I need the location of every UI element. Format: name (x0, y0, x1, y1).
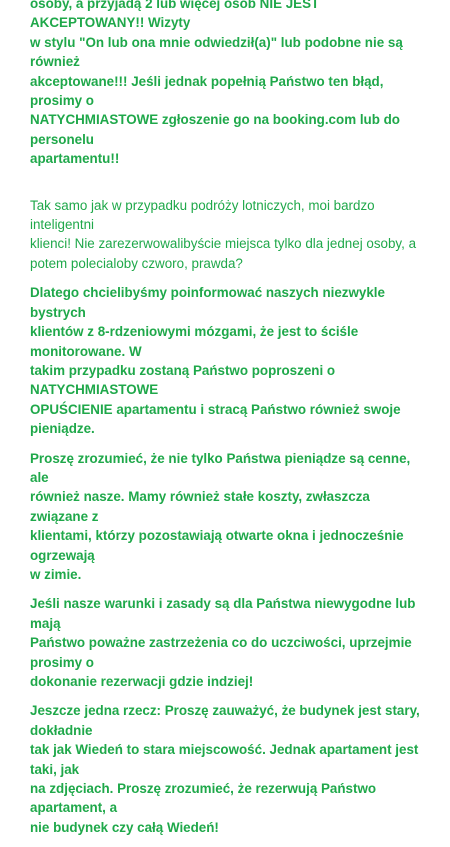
text-line: w zimie. (30, 566, 82, 582)
text-line: Proszę zrozumieć, że nie tylko Państwa pieniądze są cenne, ale (30, 450, 411, 485)
text-line: Tak samo jak w przypadku podróży lotniczych, moi bardzo inteligentni (30, 197, 375, 233)
text-line: klienci! Nie zarezerwowalibyście miejsca tylko dla jednej osoby, a (30, 236, 417, 252)
text-line: w stylu "On lub ona mnie odwiedził(a)" lub podobne nie są również (30, 34, 403, 70)
text-line: na zdjęciach. Proszę zrozumieć, że rezerwują Państwo apartament, a (30, 781, 377, 816)
text-line: potem polecialoby czworo, prawda? (30, 255, 243, 271)
text-line: Jeszcze jedna rzecz: Proszę zauważyć, że budynek jest stary, dokładnie (30, 703, 420, 738)
text-line: Jeśli nasze warunki i zasady są dla Państwa niewygodne lub mają (30, 596, 416, 631)
text-line: akceptowane!!! Jeśli jednak popełnią Państwo ten błąd, prosimy o (30, 73, 384, 109)
text-line: NATYCHMIASTOWE zgłoszenie go na booking.com lub do personelu (30, 112, 400, 147)
text-line: dokonanie rezerwacji gdzie indziej! (30, 674, 254, 689)
text-line: osoby, a przyjadą 2 lub więcej osób NIE JEST AKCEPTOWANY!! Wizyty (30, 0, 320, 31)
paragraph-costs (30, 449, 422, 585)
paragraph-book-elsewhere (30, 594, 422, 691)
text-line: nie budynek czy całą Wiedeń! (30, 819, 219, 835)
paragraph-monitoring-notice (30, 283, 422, 438)
text-line: klientami, którzy pozostawiają otwarte okna i jednocześnie ogrzewają (30, 528, 404, 563)
text-line: OPUŚCIENIE apartamentu i stracą Państwo również swoje pieniądze. (30, 401, 401, 437)
text-line: apartamentu!! (30, 151, 120, 167)
text-line: Dlatego chcielibyśmy poinformować naszych niezwykle bystrych (30, 285, 385, 320)
text-line: Państwo poważne zastrzeżenia co do uczciwości, uprzejmie prosimy o (30, 635, 412, 670)
text-line: również nasze. Mamy również stałe koszty, zwłaszcza związane z (30, 489, 370, 524)
text-line: takim przypadku zostaną Państwo poproszeni o NATYCHMIASTOWE (30, 362, 336, 398)
paragraph-group-limit-notice (30, 0, 422, 169)
text-line: tak jak Wiedeń to stara miejscowość. Jednak apartament jest taki, jak (30, 742, 419, 777)
text-line: klientów z 8-rdzeniowymi mózgami, że jest to ściśle monitorowane. W (30, 324, 359, 359)
paragraph-airline-comparison (30, 196, 422, 274)
paragraph-old-building (30, 701, 422, 837)
